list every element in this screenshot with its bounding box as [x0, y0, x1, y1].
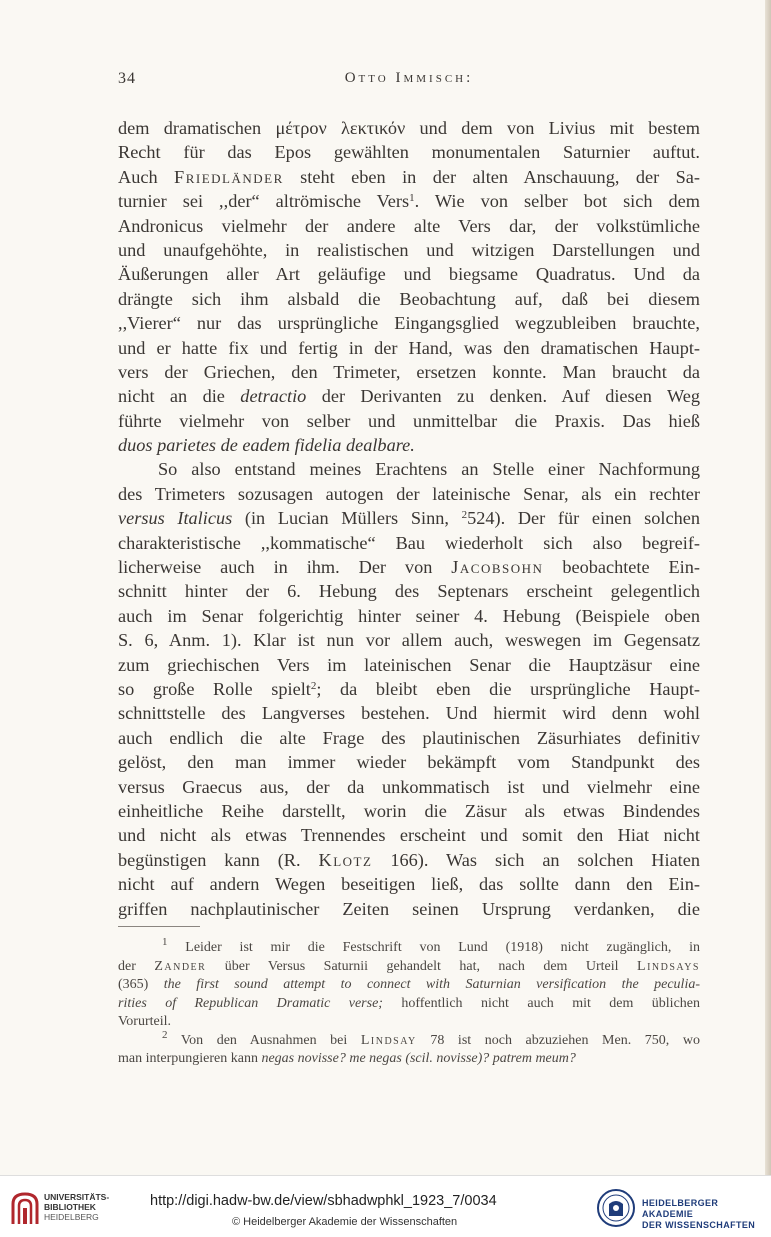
footnote-line: Vorurteil.: [118, 1014, 172, 1029]
text-line: So also entstand meines Erachtens an Stelle einer Nachformung: [158, 459, 700, 480]
page-number: 34: [118, 70, 136, 87]
text-line: Recht für das Epos gewählten monumentalen Saturnier auftut.: [118, 142, 700, 163]
footnote-line: $^1$ Leider ist mir die Festschrift von Lund (1918) nicht zugänglich, in: [162, 936, 700, 955]
text-line: charakteristische ,,kommatische“ Bau wiederholt sich also begreif-: [118, 532, 700, 553]
academy-name: HEIDELBERGER AKADEMIE DER WISSENSCHAFTEN: [642, 1198, 756, 1230]
text-line: und unaufgehöhte, in realistischen und witzigen Darstellungen und: [118, 239, 700, 260]
text-line: gelöst, den man immer wieder bekämpft vom Standpunkt des: [118, 752, 700, 773]
footnote-line: rities of Republican Dramatic verse; hoffentlich nicht auch mit dem üblichen: [118, 995, 700, 1011]
footnote-rule: [118, 926, 200, 927]
text-line: so große Rolle spielt$^2$; da bleibt eben die ursprüngliche Haupt-: [118, 678, 700, 699]
text-line: des Trimeters sozusagen autogen der lateinische Senar, als ein rechter: [118, 483, 700, 504]
text-line: griffen nachplautinischer Zeiten seinen Ursprung verdanken, die: [118, 898, 700, 919]
footnote-line: man interpungieren kann negas novisse? me negas (scil. novisse)? patrem meum?: [118, 1051, 576, 1066]
page-edge: [765, 0, 771, 1175]
author-name: Jacobsohn: [451, 557, 544, 578]
heidelberg-academy-seal-logo-icon[interactable]: [596, 1188, 636, 1228]
footnote-line: (365) the first sound attempt to connect with Saturnian versification the peculia-: [118, 977, 700, 992]
permalink-url[interactable]: http://digi.hadw-bw.de/view/sbhadwphkl_1923_7/0034: [150, 1193, 497, 1209]
footnote-ref: 1: [409, 192, 415, 205]
text-line: duos parietes de eadem fidelia dealbare.: [118, 435, 415, 456]
text-line: auch endlich die alte Frage des plautinischen Zäsurhiates definitiv: [118, 727, 700, 748]
text-line: versus Italicus (in Lucian Müllers Sinn, $^2$524). Der für einen solchen: [118, 508, 700, 529]
text-line: dem dramatischen μέτρον λεκτικόν und dem von Livius mit bestem: [118, 118, 700, 138]
copyright-notice: © Heidelberger Akademie der Wissenschaften: [232, 1216, 458, 1228]
text-line: Andronicus vielmehr der andere alte Vers dar, der volkstümliche: [118, 215, 700, 236]
text-line: schnittstelle des Langverses bestehen. Und hiermit wird denn wohl: [118, 703, 700, 724]
footnote-line: der Zander über Versus Saturnii gehandelt hat, nach dem Urteil Lindsays: [118, 958, 700, 974]
text-line: versus Graecus aus, der da unkommatisch ist und vielmehr eine: [118, 776, 700, 797]
viewer-footer: [0, 1175, 771, 1237]
text-line: auch im Senar folgerichtig hinter seiner 4. Hebung (Beispiele oben: [118, 605, 700, 626]
text-line: drängte sich ihm alsbald die Beobachtung auf, daß bei diesem: [118, 288, 700, 309]
text-line: nicht an die detractio der Derivanten zu denken. Auf diesen Weg: [118, 386, 700, 407]
text-line: begünstigen kann (R. Klotz 166). Was sich an solchen Hiaten: [118, 849, 700, 870]
text-line: ,,Vierer“ nur das ursprüngliche Eingangsglied wegzubleiben brauchte,: [118, 313, 700, 334]
running-head: [118, 70, 700, 92]
footnote-ref: 2: [310, 679, 317, 692]
text-line: S. 6, Anm. 1). Klar ist nun vor allem auch, weswegen im Gegensatz: [118, 630, 700, 651]
text-line: vers der Griechen, den Trimeter, ersetzen konnte. Man braucht da: [118, 361, 700, 382]
text-line: und nicht als etwas Trennendes erscheint und somit den Hiat nicht: [118, 825, 700, 846]
text-line: einheitliche Reihe darstellt, worin die Zäsur als etwas Bindendes: [118, 800, 700, 821]
heidelberg-university-library-logo-icon[interactable]: [10, 1190, 40, 1226]
text-line: schnitt hinter der 6. Hebung des Septenars erscheint gelegentlich: [118, 581, 700, 602]
running-title: Otto Immisch:: [344, 70, 474, 86]
text-line: Auch Friedländer steht eben in der alten Anschauung, der Sa-: [118, 166, 700, 187]
text-line: führte vielmehr von selber und unmittelbar die Praxis. Das hieß: [118, 410, 700, 431]
text-line: und er hatte fix und fertig in der Hand, was den dramatischen Haupt-: [118, 337, 700, 358]
body-text: [118, 116, 700, 921]
footnotes: [118, 936, 700, 1069]
text-line: licherweise auch in ihm. Der von Jacobsohn beobachtete Ein-: [118, 557, 700, 578]
text-line: zum griechischen Vers im lateinischen Senar die Hauptzäsur eine: [118, 654, 700, 675]
author-name: Friedländer: [174, 166, 284, 187]
text-line: nicht auf andern Wegen beseitigen ließ, das sollte dann den Ein-: [118, 874, 700, 895]
library-name: UNIVERSITÄTS- BIBLIOTHEK HEIDELBERG: [44, 1192, 110, 1222]
text-line: Äußerungen aller Art geläufige und biegsame Quadratus. Und da: [118, 264, 700, 285]
text-line: turnier sei ,,der“ altrömische Vers$^1$. Wie von selber bot sich dem: [118, 191, 701, 212]
author-name: Klotz: [318, 849, 373, 870]
footnote-line: $^2$ Von den Ausnahmen bei Lindsay 78 ist noch abzuziehen Men. 750, wo: [162, 1028, 700, 1048]
